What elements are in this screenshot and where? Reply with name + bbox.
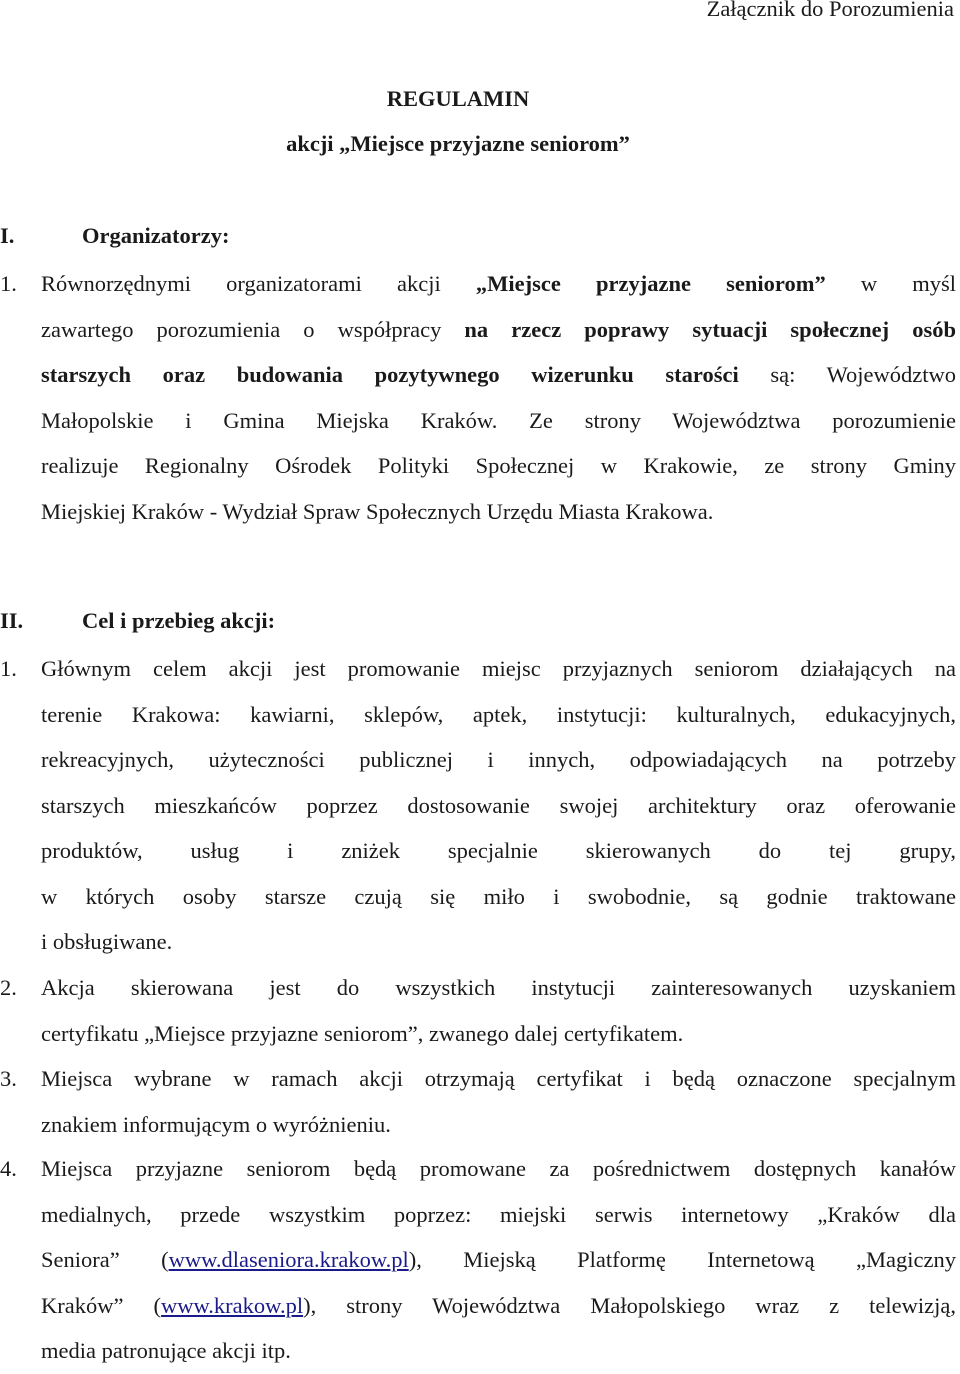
paragraph-line: Głównym celem akcji jest promowanie miejsc przyjaznych seniorom działających na [41,656,956,681]
krakow-link[interactable]: www.krakow.pl [161,1292,304,1318]
paragraph-line: certyfikatu „Miejsce przyjazne seniorom”, zwanego dalej certyfikatem. [41,1020,684,1046]
bold-run: na rzecz poprawy sytuacji społecznej osób [464,316,956,342]
bold-run: „Miejsce przyjazne seniorom” [475,271,826,296]
bold-run: starszych oraz budowania pozytywnego wizerunku starości [41,362,739,387]
section-number: II. [0,608,24,633]
paragraph-line: medialnych, przede wszystkim poprzez: miejski serwis internetowy „Kraków dla [41,1201,956,1227]
paragraph-line: terenie Krakowa: kawiarni, sklepów, aptek, instytucji: kulturalnych, edukacyjnych, [41,701,956,727]
item-number: 2. [0,975,17,1000]
paragraph-line: media patronujące akcji itp. [41,1338,291,1363]
text-run: ), Miejską Platformę Internetową „Magiczny [408,1247,956,1272]
item-number: 1. [0,271,17,296]
paragraph-line: realizuje Regionalny Ośrodek Polityki Społecznej w Krakowie, ze strony Gminy [41,453,956,478]
paragraph-line [41,1283,956,1329]
dlaseniora-link[interactable]: www.dlaseniora.krakow.pl [168,1247,409,1272]
text-run: w myśl [825,271,956,296]
paragraph-line: Małopolskie i Gmina Miejska Kraków. Ze strony Województwa porozumienie [41,407,956,433]
text-run: zawartego porozumienia o współpracy [41,316,465,342]
document-subtitle: akcji „Miejsce przyjazne seniorom” [286,131,630,156]
item-number: 4. [0,1156,17,1181]
section-label: Organizatorzy: [82,223,230,248]
annex-label: Załącznik do Porozumienia [706,0,954,21]
section-number: I. [0,223,15,248]
text-run: są: Województwo [770,362,956,387]
text-run: Równorzędnymi organizatorami akcji [41,271,476,296]
paragraph-line [41,1237,956,1283]
paragraph-line: Akcja skierowana jest do wszystkich instytucji zainteresowanych uzyskaniem [41,975,956,1000]
paragraph-line: rekreacyjnych, użyteczności publicznej i innych, odpowiadających na potrzeby [41,747,956,772]
paragraph-line [41,307,956,353]
text-run: Seniora” ( [41,1247,169,1272]
paragraph-line: i obsługiwane. [41,929,173,954]
paragraph-line: produktów, usług i zniżek specjalnie skierowanych do tej grupy, [41,838,956,863]
paragraph-line: znakiem informującym o wyróżnieniu. [41,1111,391,1137]
paragraph-line: starszych mieszkańców poprzez dostosowanie swojej architektury oraz oferowanie [41,792,956,818]
paragraph-line: Miejsca wybrane w ramach akcji otrzymają certyfikat i będą oznaczone specjalnym [41,1066,956,1091]
text-run: ), strony Województwa Małopolskiego wraz z telewizją, [303,1292,956,1318]
section-label: Cel i przebieg akcji: [82,608,276,633]
paragraph-line: Miejskiej Kraków - Wydział Spraw Społecznych Urzędu Miasta Krakowa. [41,498,714,524]
paragraph-line: w których osoby starsze czują się miło i swobodnie, są godnie traktowane [41,883,956,909]
text-run: Kraków” ( [41,1292,162,1318]
paragraph-line [41,261,956,307]
document-title: REGULAMIN [386,86,530,111]
item-number: 1. [0,656,17,681]
item-number: 3. [0,1066,17,1091]
paragraph-line: Miejsca przyjazne seniorom będą promowane za pośrednictwem dostępnych kanałów [41,1156,956,1181]
paragraph-line [41,352,956,398]
